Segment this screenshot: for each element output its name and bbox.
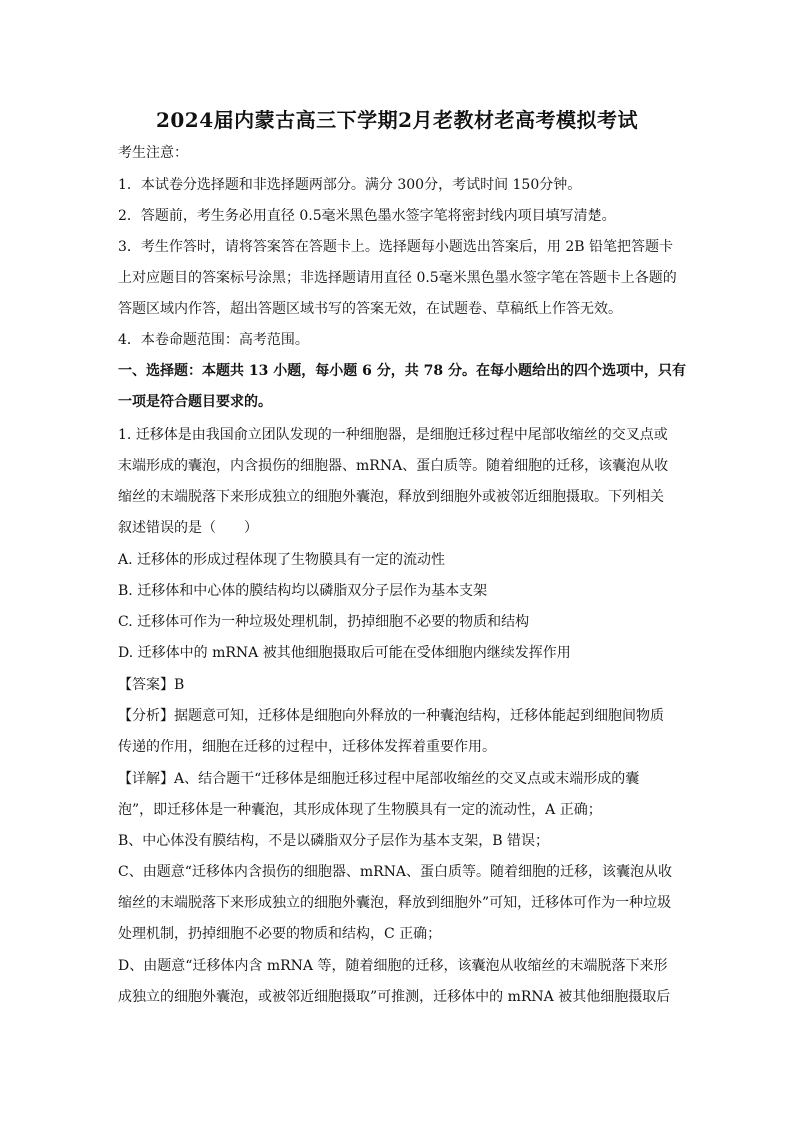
explanation-line: D、由题意“迁移体内含 mRNA 等，随着细胞的迁移，该囊泡从收缩丝的末端脱落下来形 — [118, 958, 668, 974]
analysis-line: 传递的作用，细胞在迁移的过程中，迁移体发挥着重要作用。 — [118, 739, 496, 755]
section-heading: 一、选择题：本题共 13 小题，每小题 6 分，共 78 分。在每小题给出的四个选项中，只有 — [118, 363, 686, 379]
notice-line: 2．答题前，考生务必用直径 0.5毫米黑色墨水签字笔将密封线内项目填写清楚。 — [118, 208, 616, 224]
explanation-line: 泡”，即迁移体是一种囊泡，其形成体现了生物膜具有一定的流动性，A 正确； — [118, 802, 602, 818]
answer-line: 【答案】B — [118, 677, 185, 693]
option-a: A. 迁移体的形成过程体现了生物膜具有一定的流动性 — [118, 552, 446, 568]
explanation-line: 【详解】A、结合题干“迁移体是细胞迁移过程中尾部收缩丝的交叉点或末端形成的囊 — [118, 771, 640, 787]
notice-line: 3．考生作答时，请将答案答在答题卡上。选择题每小题选出答案后，用 2B 铅笔把答题卡 — [118, 239, 674, 255]
analysis-line: 【分析】据题意可知，迁移体是细胞向外释放的一种囊泡结构，迁移体能起到细胞间物质 — [118, 708, 664, 724]
explanation-line: 处理机制，扔掉细胞不必要的物质和结构，C 正确； — [118, 926, 442, 942]
question-stem: 叙述错误的是（ ） — [118, 520, 258, 536]
explanation-line: C、由题意“迁移体内含损伤的细胞器、mRNA、蛋白质等。随着细胞的迁移，该囊泡从收 — [118, 864, 673, 880]
notice-line: 4．本卷命题范围：高考范围。 — [118, 332, 309, 348]
exam-title: 2024届内蒙古高三下学期2月老教材老高考模拟考试 — [155, 108, 639, 132]
explanation-line: 缩丝的末端脱落下来形成独立的细胞外囊泡，释放到细胞外”可知，迁移体可作为一种垃圾 — [118, 895, 672, 911]
notice-line: 答题区域内作答，超出答题区域书写的答案无效，在试题卷、草稿纸上作答无效。 — [118, 301, 622, 317]
notice-line: 1．本试卷分选择题和非选择题两部分。满分 300分，考试时间 150分钟。 — [118, 177, 582, 193]
option-d: D. 迁移体中的 mRNA 被其他细胞摄取后可能在受体细胞内继续发挥作用 — [118, 645, 571, 661]
explanation-line: 成独立的细胞外囊泡，或被邻近细胞摄取”可推测，迁移体中的 mRNA 被其他细胞摄取后 — [118, 989, 671, 1005]
notice-heading: 考生注意： — [118, 145, 188, 161]
section-heading: 一项是符合题目要求的。 — [118, 394, 272, 410]
option-b: B. 迁移体和中心体的膜结构均以磷脂双分子层作为基本支架 — [118, 583, 488, 599]
question-stem: 缩丝的末端脱落下来形成独立的细胞外囊泡，释放到细胞外或被邻近细胞摄取。下列相关 — [118, 489, 664, 505]
explanation-line: B、中心体没有膜结构，不是以磷脂双分子层作为基本支架，B 错误； — [118, 833, 550, 849]
question-stem: 末端形成的囊泡，内含损伤的细胞器、mRNA、蛋白质等。随着细胞的迁移，该囊泡从收 — [118, 458, 669, 474]
option-c: C. 迁移体可作为一种垃圾处理机制，扔掉细胞不必要的物质和结构 — [118, 614, 530, 630]
notice-line: 上对应题目的答案标号涂黑；非选择题请用直径 0.5毫米黑色墨水签字笔在答题卡上各题的 — [118, 270, 677, 286]
question-stem: 1. 迁移体是由我国俞立团队发现的一种细胞器，是细胞迁移过程中尾部收缩丝的交叉点或 — [118, 427, 668, 443]
